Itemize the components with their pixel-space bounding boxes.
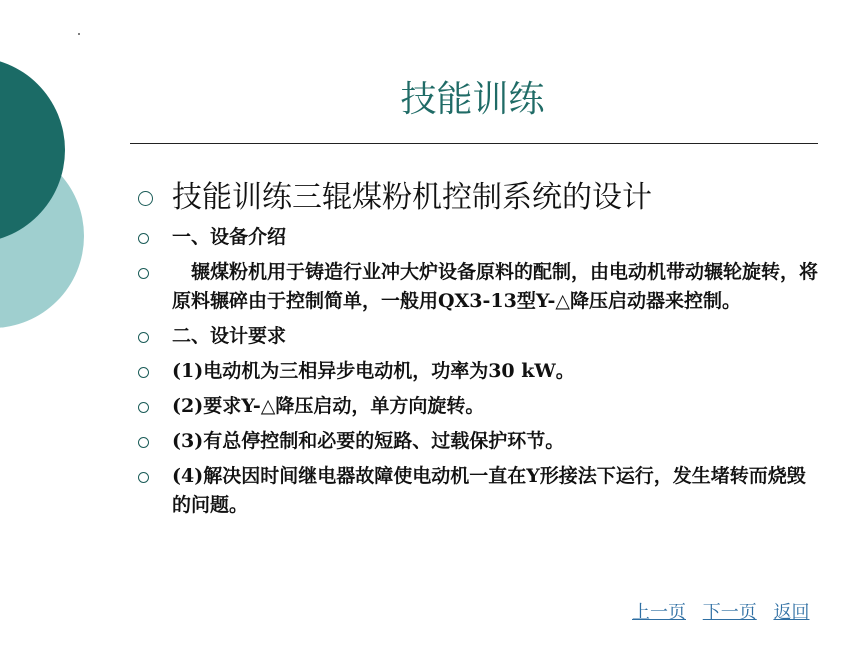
bullet-item bbox=[138, 462, 818, 520]
corner-dot bbox=[78, 33, 80, 35]
bullet-circle-icon bbox=[138, 472, 149, 483]
back-link[interactable]: 返回 bbox=[773, 602, 810, 623]
bullet-text: (1)电动机为三相异步电动机，功率为30 kW。 bbox=[172, 360, 575, 382]
prev-page-link[interactable]: 上一页 bbox=[632, 602, 686, 623]
bullet-text: (2)要求Y-△降压启动，单方向旋转。 bbox=[172, 395, 485, 417]
bullet-item bbox=[138, 178, 818, 218]
bullet-circle-icon bbox=[138, 437, 149, 448]
bullet-item bbox=[138, 258, 818, 316]
next-page-link[interactable]: 下一页 bbox=[702, 602, 757, 623]
bullet-text: 一、设备介绍 bbox=[172, 226, 287, 248]
navigation-links bbox=[632, 598, 820, 624]
bullet-text: (4)解决因时间继电器故障使电动机一直在Y形接法下运行，发生堵转而烧毁的问题。 bbox=[172, 465, 806, 516]
bullet-text: 二、设计要求 bbox=[172, 325, 287, 347]
bullet-item bbox=[138, 322, 818, 351]
bullet-circle-icon bbox=[138, 367, 149, 378]
bullet-circle-icon bbox=[138, 332, 149, 343]
bullet-item bbox=[138, 392, 818, 421]
bullet-text: (3)有总停控制和必要的短路、过载保护环节。 bbox=[172, 430, 565, 452]
bullet-circle-icon bbox=[138, 191, 153, 206]
title-divider bbox=[130, 143, 818, 144]
bullet-item bbox=[138, 427, 818, 456]
bullet-item bbox=[138, 357, 818, 386]
bullet-circle-icon bbox=[138, 402, 149, 413]
bullet-text: 辗煤粉机用于铸造行业冲大炉设备原料的配制，由电动机带动辗轮旋转，将原料辗碎由于控制简单，一般用QX3-13型Y-△降压启动器来控制。 bbox=[172, 261, 819, 312]
slide-title: 技能训练 bbox=[400, 79, 545, 120]
bullet-item bbox=[138, 223, 818, 252]
bullet-text: 技能训练三辊煤粉机控制系统的设计 bbox=[172, 180, 652, 215]
bullet-list bbox=[138, 178, 818, 526]
bullet-circle-icon bbox=[138, 268, 149, 279]
bullet-circle-icon bbox=[138, 233, 149, 244]
